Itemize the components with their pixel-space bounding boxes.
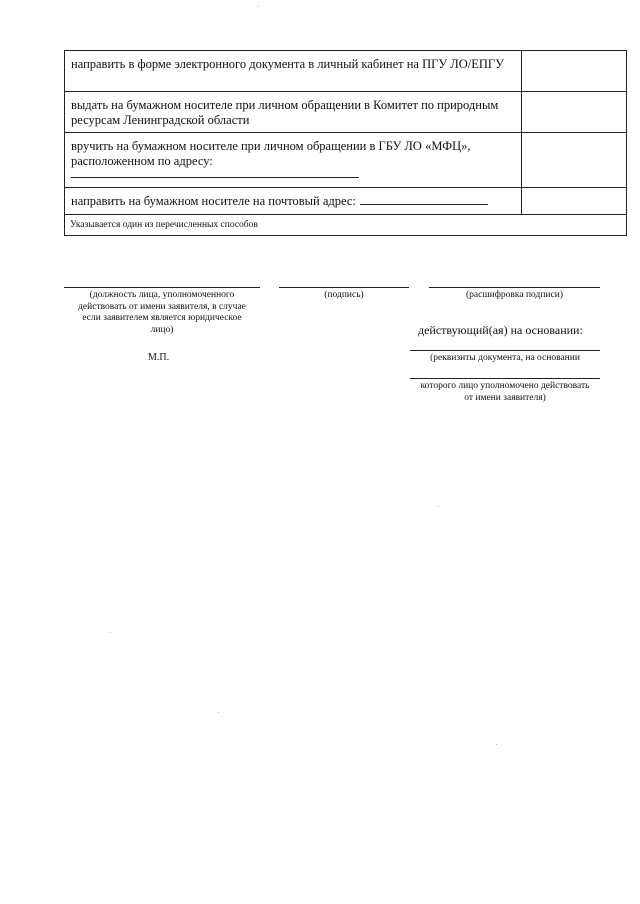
- scan-speck: [218, 712, 219, 713]
- delivery-method-checkbox-cell[interactable]: [522, 133, 627, 188]
- postal-address-blank-line[interactable]: [360, 194, 488, 205]
- delivery-method-checkbox-cell[interactable]: [522, 92, 627, 133]
- basis-caption-1: (реквизиты документа, на основании: [430, 353, 580, 363]
- delivery-method-text: выдать на бумажном носителе при личном обращении в Комитет по природным ресурсам Ленинградской области: [65, 92, 522, 133]
- signature-line[interactable]: [279, 287, 409, 288]
- delivery-method-cell-post: [65, 188, 522, 215]
- delivery-method-checkbox-cell[interactable]: [522, 51, 627, 92]
- basis-label: действующий(ая) на основании:: [418, 323, 583, 337]
- signature-caption: (подпись): [324, 290, 364, 300]
- delivery-method-note: Указывается один из перечисленных способов: [65, 215, 627, 236]
- delivery-method-text: направить на бумажном носителе на почтовый адрес:: [71, 194, 356, 208]
- delivery-method-row: [65, 133, 627, 188]
- delivery-method-cell-mfc: [65, 133, 522, 188]
- decryption-signature-line[interactable]: [429, 287, 600, 288]
- position-caption: (должность лица, уполномоченного действовать от имени заявителя, в случае если заявителем является юридическое лицо): [78, 290, 246, 335]
- position-signature-line[interactable]: [64, 287, 260, 288]
- delivery-method-text: вручить на бумажном носителе при личном обращении в ГБУ ЛО «МФЦ», расположенном по адресу:: [71, 139, 471, 168]
- delivery-method-table: [64, 50, 627, 236]
- scan-speck: [496, 744, 497, 745]
- address-blank-line[interactable]: [71, 169, 359, 178]
- delivery-method-text: направить в форме электронного документа в личный кабинет на ПГУ ЛО/ЕПГУ: [65, 51, 522, 92]
- scan-speck: [258, 6, 259, 7]
- basis-document-line-2[interactable]: [410, 378, 600, 379]
- delivery-method-row: [65, 188, 627, 215]
- basis-caption-2: которого лицо уполномочено действовать от имени заявителя): [420, 381, 590, 403]
- scan-speck: [438, 506, 439, 507]
- decryption-caption: (расшифровка подписи): [466, 290, 563, 300]
- delivery-method-row: [65, 51, 627, 92]
- scan-speck: [110, 632, 111, 633]
- stamp-place: М.П.: [148, 352, 170, 363]
- delivery-method-row: [65, 92, 627, 133]
- delivery-method-note-row: [65, 215, 627, 236]
- basis-document-line[interactable]: [410, 350, 600, 351]
- delivery-method-checkbox-cell[interactable]: [522, 188, 627, 215]
